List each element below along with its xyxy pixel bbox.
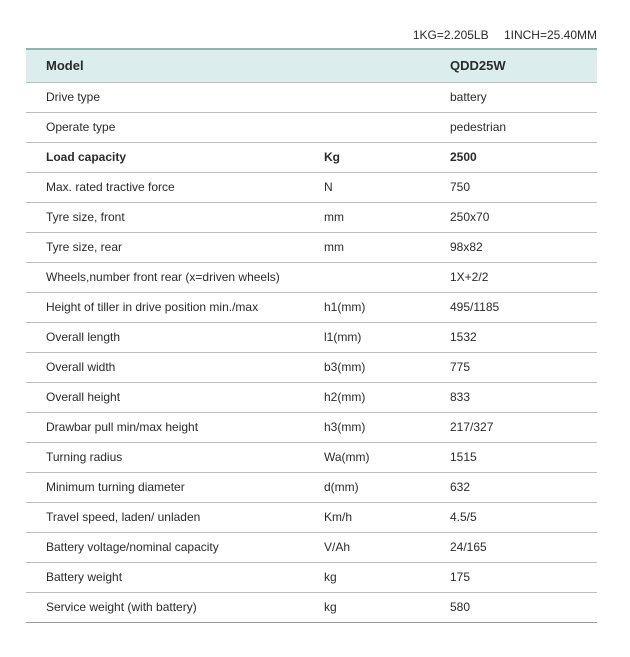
weight-conversion: 1KG=2.205LB	[412, 28, 489, 42]
spec-unit: Kg	[324, 142, 450, 172]
table-row	[26, 322, 597, 352]
length-conversion: 1INCH=25.40MM	[503, 28, 597, 42]
spec-unit: Km/h	[324, 502, 450, 532]
spec-unit: Wa(mm)	[324, 442, 450, 472]
spec-label: Travel speed, laden/ unladen	[26, 502, 324, 532]
spec-label: Battery weight	[26, 562, 324, 592]
spec-unit: d(mm)	[324, 472, 450, 502]
table-row	[26, 292, 597, 322]
spec-label: Overall length	[26, 322, 324, 352]
spec-label: Turning radius	[26, 442, 324, 472]
spec-unit: l1(mm)	[324, 322, 450, 352]
spec-value: pedestrian	[450, 112, 597, 142]
spec-value: 750	[450, 172, 597, 202]
table-row	[26, 412, 597, 442]
header-label: Model	[26, 49, 324, 82]
spec-unit: mm	[324, 232, 450, 262]
table-header-row	[26, 49, 597, 82]
spec-table-body	[26, 82, 597, 622]
spec-value: 1515	[450, 442, 597, 472]
spec-value: 580	[450, 592, 597, 622]
table-row	[26, 82, 597, 112]
spec-unit	[324, 262, 450, 292]
spec-unit	[324, 112, 450, 142]
table-row	[26, 472, 597, 502]
spec-label: Drawbar pull min/max height	[26, 412, 324, 442]
table-row	[26, 142, 597, 172]
spec-label: Tyre size, rear	[26, 232, 324, 262]
header-model-value: QDD25W	[450, 49, 597, 82]
spec-value: 98x82	[450, 232, 597, 262]
table-row	[26, 352, 597, 382]
spec-label: Height of tiller in drive position min./max	[26, 292, 324, 322]
spec-unit: h2(mm)	[324, 382, 450, 412]
spec-label: Overall height	[26, 382, 324, 412]
spec-value: 217/327	[450, 412, 597, 442]
table-row	[26, 172, 597, 202]
spec-unit: kg	[324, 562, 450, 592]
table-row	[26, 532, 597, 562]
spec-label: Overall width	[26, 352, 324, 382]
spec-label: Battery voltage/nominal capacity	[26, 532, 324, 562]
spec-label: Service weight (with battery)	[26, 592, 324, 622]
spec-value: 775	[450, 352, 597, 382]
table-row	[26, 382, 597, 412]
spec-label: Load capacity	[26, 142, 324, 172]
spec-value: battery	[450, 82, 597, 112]
spec-label: Tyre size, front	[26, 202, 324, 232]
header-unit	[324, 49, 450, 82]
table-row	[26, 232, 597, 262]
unit-conversion-note	[413, 28, 597, 42]
spec-unit: N	[324, 172, 450, 202]
table-row	[26, 502, 597, 532]
table-row	[26, 262, 597, 292]
spec-label: Operate type	[26, 112, 324, 142]
spec-value: 2500	[450, 142, 597, 172]
table-row	[26, 112, 597, 142]
spec-unit: mm	[324, 202, 450, 232]
spec-label: Drive type	[26, 82, 324, 112]
spec-value: 1X+2/2	[450, 262, 597, 292]
spec-value: 175	[450, 562, 597, 592]
spec-unit: h3(mm)	[324, 412, 450, 442]
spec-label: Max. rated tractive force	[26, 172, 324, 202]
spec-value: 250x70	[450, 202, 597, 232]
spec-label: Minimum turning diameter	[26, 472, 324, 502]
spec-value: 495/1185	[450, 292, 597, 322]
spec-unit: kg	[324, 592, 450, 622]
spec-unit: b3(mm)	[324, 352, 450, 382]
table-row	[26, 442, 597, 472]
spec-unit	[324, 82, 450, 112]
spec-value: 833	[450, 382, 597, 412]
spec-value: 24/165	[450, 532, 597, 562]
table-row	[26, 562, 597, 592]
spec-label: Wheels,number front rear (x=driven wheels)	[26, 262, 324, 292]
spec-value: 632	[450, 472, 597, 502]
spec-value: 1532	[450, 322, 597, 352]
table-row	[26, 592, 597, 622]
spec-unit: h1(mm)	[324, 292, 450, 322]
spec-table	[26, 48, 597, 623]
spec-value: 4.5/5	[450, 502, 597, 532]
spec-unit: V/Ah	[324, 532, 450, 562]
table-row	[26, 202, 597, 232]
